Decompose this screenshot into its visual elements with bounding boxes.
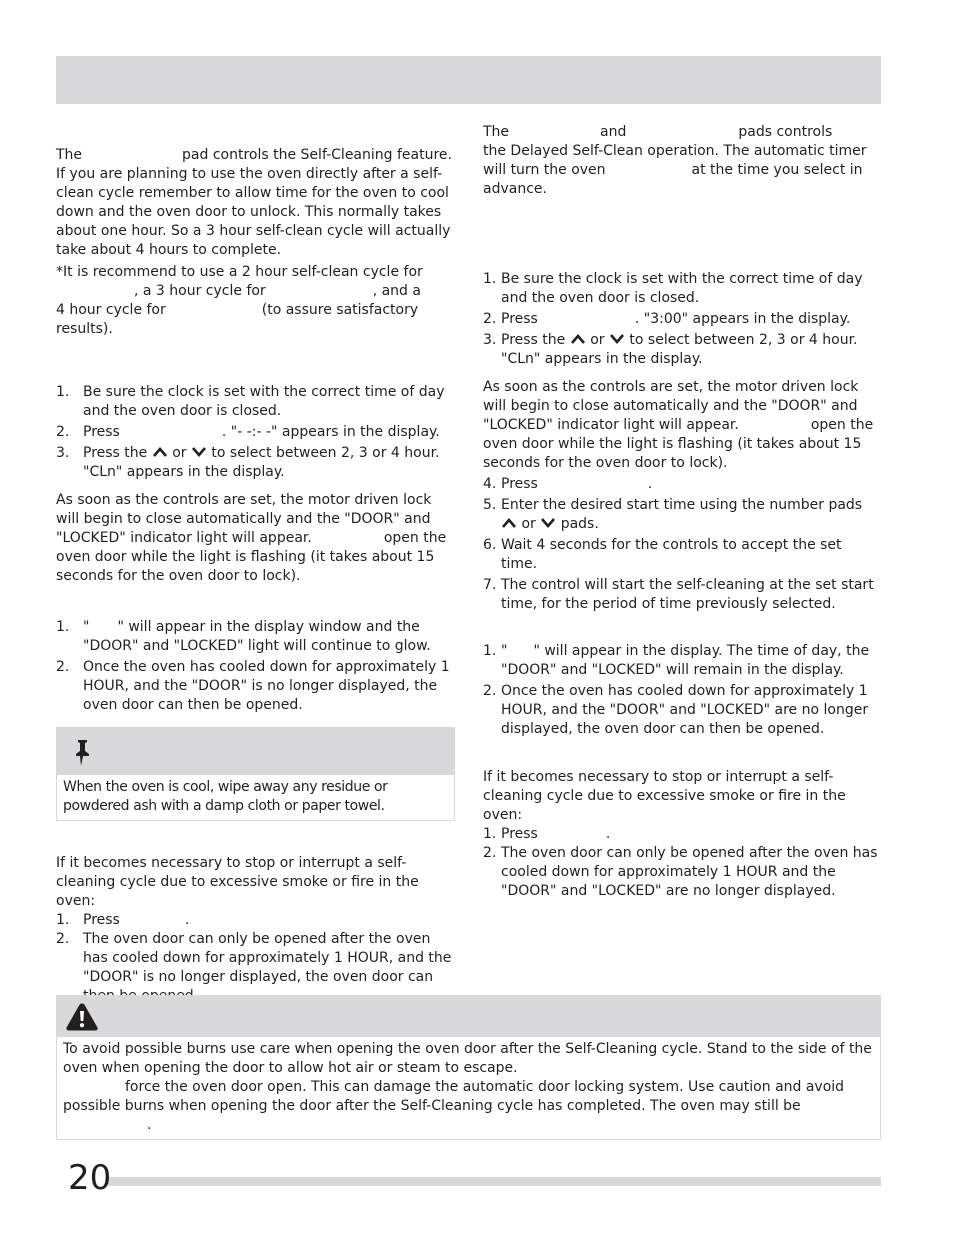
- pushpin-icon: [73, 738, 95, 768]
- note-box: [56, 727, 455, 821]
- list-item: 1. Be sure the clock is set with the correct time of day and the oven door is closed.: [56, 384, 445, 419]
- warning-icon: [65, 1002, 99, 1032]
- lock-paragraph: As soon as the controls are set, the motor driven lock will begin to close automatically and the "DOOR" and "LOCKED" indicator light will appear. open the oven door while the light is flashing (it takes about 15 seconds for the oven door to lock).: [56, 492, 447, 584]
- stop-paragraph: If it becomes necessary to stop or interrupt a self-cleaning cycle due to excessive smoke or fire in the oven:: [56, 855, 419, 909]
- chevron-up-icon: [501, 517, 517, 529]
- list-item: 3. Press the or to select between 2, 3 or 4 hour. "CLn" appears in the display.: [483, 332, 858, 367]
- note-header: [57, 728, 454, 775]
- list-item: 1. Press .: [483, 826, 611, 842]
- footer-rule: [108, 1177, 881, 1186]
- list-item: 2. Once the oven has cooled down for approximately 1 HOUR, and the "DOOR" and "LOCKED" are no longer displayed, the oven door can then be opened.: [483, 683, 869, 737]
- delayed-clean-intro: The and pads controls the Delayed Self-Clean operation. The automatic timer will turn the oven at the time you select in advance.: [483, 124, 867, 197]
- self-clean-steps: [56, 383, 456, 482]
- list-item: 5. Enter the desired start time using the number pads or pads.: [483, 497, 863, 532]
- list-item: 1. " " will appear in the display. The time of day, the "DOOR" and "LOCKED" will remain in the display.: [483, 643, 870, 678]
- list-item: 3. Press the or to select between 2, 3 or 4 hour. "CLn" appears in the display.: [56, 445, 440, 480]
- chevron-up-icon: [570, 333, 586, 345]
- stop-steps: [56, 911, 456, 1006]
- chevron-up-icon: [152, 446, 168, 458]
- delayed-start-steps: [483, 475, 880, 614]
- self-clean-intro: The pad controls the Self-Cleaning feature. If you are planning to use the oven directly after a self-clean cycle remember to allow time for the oven to cool down and the oven door to unlock. This normally takes about one hour. So a 3 hour self-clean cycle will actually take about 4 hours to complete.: [56, 147, 452, 258]
- chevron-down-icon: [540, 517, 556, 529]
- list-item: 2. Press . "3:00" appears in the display.: [483, 311, 851, 327]
- list-item: 7. The control will start the self-cleaning at the set start time, for the period of time previously selected.: [483, 577, 874, 612]
- lock-paragraph: As soon as the controls are set, the motor driven lock will begin to close automatically and the "DOOR" and "LOCKED" indicator light will appear. open the oven door while the light is flashing (it takes about 15 seconds for the oven door to lock).: [483, 379, 874, 471]
- stop-paragraph: If it becomes necessary to stop or interrupt a self-cleaning cycle due to excessive smoke or fire in the oven:: [483, 769, 846, 823]
- chevron-down-icon: [609, 333, 625, 345]
- list-item: 2. The oven door can only be opened after the oven has cooled down for approximately 1 HOUR and the "DOOR" and "LOCKED" are no longer displayed.: [483, 845, 878, 899]
- list-item: 2. The oven door can only be opened after the oven has cooled down for approximately 1 HOUR, and the "DOOR" is no longer displayed, the oven door can: [56, 931, 452, 985]
- self-clean-complete-steps: [56, 618, 456, 715]
- list-item: 1. Be sure the clock is set with the correct time of day and the oven door is closed.: [483, 271, 863, 306]
- note-text: When the oven is cool, wipe away any residue or powdered ash with a damp cloth or paper towel.: [63, 779, 388, 814]
- page-number: 20: [68, 1158, 112, 1198]
- header-bar: [56, 56, 881, 104]
- caution-box: [56, 995, 881, 1140]
- list-item: 2. Press . "- -:- -" appears in the display.: [56, 424, 440, 440]
- delayed-complete-steps: [483, 642, 880, 739]
- right-column: [483, 123, 880, 901]
- caution-text: To avoid possible burns use care when opening the oven door after the Self-Cleaning cycle. Stand to the side of the oven when opening the door to allow hot air or steam to escape. force the oven door open. This can damage the automatic door locking system. Use caution and avoid possible burns when opening the door after the Self-Cleaning cycle has completed. The oven may still be.: [63, 1041, 872, 1133]
- stop-steps: [483, 825, 880, 901]
- list-item: 4. Press .: [483, 476, 653, 492]
- list-item: 2. Once the oven has cooled down for approximately 1 HOUR, and the "DOOR" is no longer displayed, the oven door can then be opened.: [56, 659, 450, 713]
- caution-header: [57, 996, 880, 1037]
- list-item: 1. Press .: [56, 912, 190, 928]
- list-item: 1. " " will appear in the display window and the "DOOR" and "LOCKED" light will continue to glow.: [56, 619, 431, 654]
- delayed-clean-steps: [483, 270, 880, 369]
- chevron-down-icon: [191, 446, 207, 458]
- recommend-note: *It is recommend to use a 2 hour self-clean cycle for , a 3 hour cycle for , and a 4 hour cycle for (to assure satisfactory results).: [56, 264, 423, 337]
- left-column: [56, 146, 456, 1006]
- list-item: 6. Wait 4 seconds for the controls to accept the set time.: [483, 537, 842, 572]
